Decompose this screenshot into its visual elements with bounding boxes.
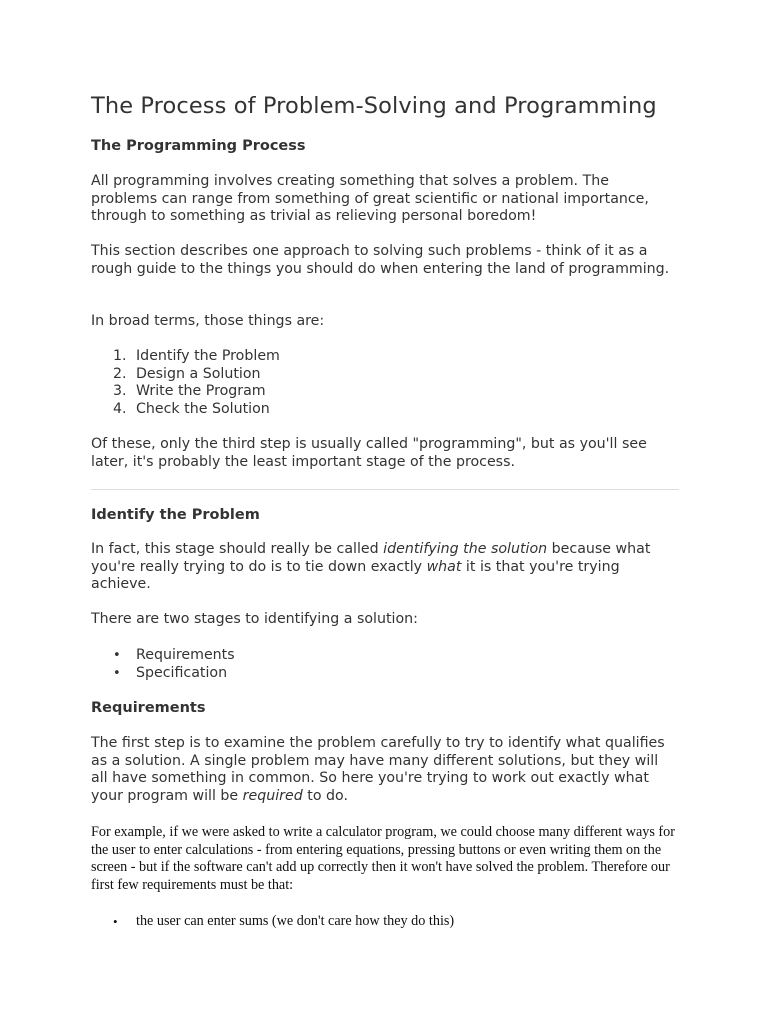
list-item: • the user can enter sums (we don't care how they do this) [113,913,455,929]
paragraph-broad-terms: In broad terms, those things are: [91,313,325,329]
list-item: 1. Identify the Problem [113,348,280,364]
paragraph-identify: In fact, this stage should really be called identifying the solution because what you're really trying to do is to tie down exactly what it is that you're trying achieve. [91,541,651,592]
paragraph-third-step: Of these, only the third step is usually called "programming", but as you'll see later, it's probably the least important stage of the process. [91,436,647,470]
list-item: • Specification [113,664,228,681]
paragraph-approach: This section describes one approach to solving such problems - think of it as a rough guide to the things you should do when entering the land of programming. [91,243,670,277]
section-heading-identify: Identify the Problem [91,507,260,523]
paragraph-two-stages: There are two stages to identifying a solution: [91,611,418,627]
steps-list [91,348,679,418]
section-heading-requirements: Requirements [91,700,206,716]
list-item: 2. Design a Solution [113,365,261,382]
paragraph-calculator-example: For example, if we were asked to write a calculator program, we could choose many different ways for the user to enter calculations - from entering equations, pressing buttons or even writing them on the screen - but if the software can't add up correctly then it won't have solved the problem. Therefore our first few requirements must be that: [91,824,675,893]
paragraph-requirements: The first step is to examine the problem carefully to try to identify what qualifies as a solution. A single problem may have many different solutions, but they will all have something in common. So here you're trying to work out exactly what your program will be required to do. [91,735,665,804]
list-item: 3. Write the Program [113,383,266,399]
page-title: The Process of Problem-Solving and Programming [91,93,657,119]
requirements-list [91,913,679,931]
section-heading-programming-process: The Programming Process [91,138,306,154]
paragraph-intro: All programming involves creating something that solves a problem. The problems can range from something of great scientific or national importance, through to something as trivial as relieving personal boredom! [91,173,649,224]
stages-list [91,647,679,682]
section-divider [91,489,679,490]
list-item: 4. Check the Solution [113,400,270,417]
list-item: • Requirements [113,647,235,663]
